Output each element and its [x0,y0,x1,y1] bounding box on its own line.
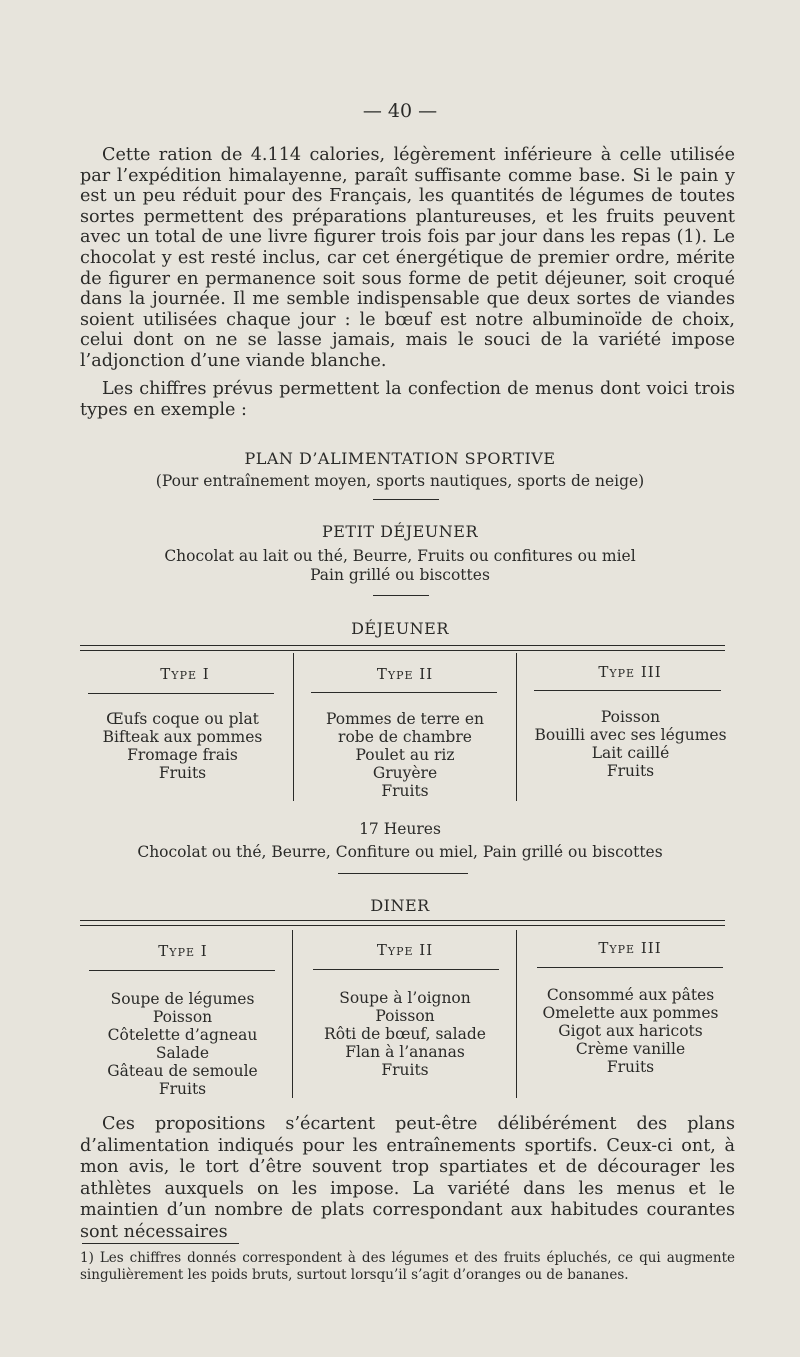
footnote-rule [82,1243,239,1244]
menu-item: Soupe à l’oignon [339,989,471,1007]
diner-type-1-list [85,990,280,1098]
menu-item: Fruits [158,764,207,782]
diner-type-3-list [528,986,733,1076]
separator-rule [338,873,468,874]
menu-item: robe de chambre [338,728,472,746]
petit-dejeuner-line2: Pain grillé ou biscottes [310,566,490,584]
menu-item: Rôti de bœuf, salade [324,1025,486,1043]
column-head-rule [89,970,275,971]
menu-item: Flan à l’ananas [345,1043,465,1061]
plan-subtitle: (Pour entraînement moyen, sports nautiques, sports de neige) [155,472,645,490]
menu-item: Consommé aux pâtes [546,986,715,1004]
menu-item: Gâteau de semoule [107,1062,258,1080]
column-head-rule [537,967,723,968]
dejeuner-type-1-list [90,710,275,782]
column-divider [516,930,517,1098]
menu-item: Poisson [375,1007,435,1025]
column-divider [292,930,293,1098]
column-divider [516,653,517,801]
diner-type-2-head: Type II [376,941,434,959]
menu-item: Poisson [600,708,661,726]
menu-item: Lait caillé [591,744,670,762]
menu-item: Côtelette d’agneau [107,1026,258,1044]
column-head-rule [88,693,274,694]
dejeuner-type-2-head: Type II [376,665,434,683]
diner-type-3-head: Type III [598,939,662,957]
page-number: — 40 — [362,100,438,122]
dejeuner-type-2-list [310,710,500,800]
separator-rule [373,595,429,596]
menu-item: Gruyère [372,764,438,782]
menu-item: Fromage frais [127,746,238,764]
menu-item: Fruits [606,1058,655,1076]
diner-type-2-list [305,989,505,1079]
menu-item: Pommes de terre en [325,710,485,728]
dejeuner-type-3-list [528,708,733,780]
menu-item: Poulet au riz [355,746,455,764]
dejeuner-table-top-rule [80,645,725,651]
menu-item: Œufs coque ou plat [106,710,259,728]
diner-type-1-head: Type I [158,942,208,960]
menu-item: Poisson [152,1008,213,1026]
column-head-rule [313,969,499,970]
menu-item: Fruits [158,1080,207,1098]
diner-title: DINER [370,896,430,915]
dejeuner-type-1-head: Type I [160,665,210,683]
menu-item: Gigot aux haricots [558,1022,703,1040]
petit-dejeuner-title: PETIT DÉJEUNER [321,522,478,541]
menu-item: Soupe de légumes [110,990,255,1008]
diner-table-top-rule [80,920,725,926]
menu-item: Crème vanille [575,1040,686,1058]
menu-item: Bifteak aux pommes [102,728,263,746]
footnote: 1) Les chiffres donnés correspondent à des légumes et des fruits épluchés, ce qui augmente singulièrement les poids bruts, surtout lorsqu’il s’agit d’oranges ou de bananes. [80,1250,735,1283]
menu-item: Fruits [381,1061,429,1079]
menu-item: Bouilli avec ses légumes [534,726,727,744]
dejeuner-title: DÉJEUNER [351,619,449,638]
menu-item: Fruits [606,762,655,780]
separator-rule [373,499,439,500]
gouter-line: Chocolat ou thé, Beurre, Confiture ou miel, Pain grillé ou biscottes [137,843,663,861]
column-head-rule [311,692,497,693]
dejeuner-type-3-head: Type III [598,663,662,681]
menu-item: Omelette aux pommes [542,1004,719,1022]
menu-item: Fruits [381,782,429,800]
menu-item: Salade [155,1044,210,1062]
column-head-rule [534,690,721,691]
paragraph-menus-intro: Les chiffres prévus permettent la confection de menus dont voici trois types en exemple : [80,379,735,420]
plan-title: PLAN D’ALIMENTATION SPORTIVE [244,449,556,468]
column-divider [293,653,294,801]
gouter-title: 17 Heures [359,820,441,838]
paragraph-conclusion: Ces propositions s’écartent peut-être délibérément des plans d’alimentation indiqués pour les entraînements sportifs. Ceux-ci ont, à mon avis, le tort d’être souvent trop spartiates et de décourager les athlètes auxquels on les impose. La variété dans les menus et le maintien d’un nombre de plats correspondant aux habitudes courantes sont nécessaires [80,1114,735,1242]
paragraph-ration: Cette ration de 4.114 calories, légèrement inférieure à celle utilisée par l’expédition himalayenne, paraît suffisante comme base. Si le pain y est un peu réduit pour des Français, les quantités de légumes de toutes sortes permettent des préparations plantureuses, et les fruits peuvent avec un total de une livre figurer trois fois par jour dans les repas (1). Le chocolat y est resté inclus, car cet énergétique de premier ordre, mérite de figurer en permanence soit sous forme de petit déjeuner, soit croqué dans la journée. Il me semble indispensable que deux sortes de viandes soient utilisées chaque jour : le bœuf est notre albuminoïde de choix, celui dont on ne se lasse jamais, mais le souci de la variété impose l’adjonction d’une viande blanche. [80,145,735,371]
petit-dejeuner-line1: Chocolat au lait ou thé, Beurre, Fruits ou confitures ou miel [164,547,636,565]
